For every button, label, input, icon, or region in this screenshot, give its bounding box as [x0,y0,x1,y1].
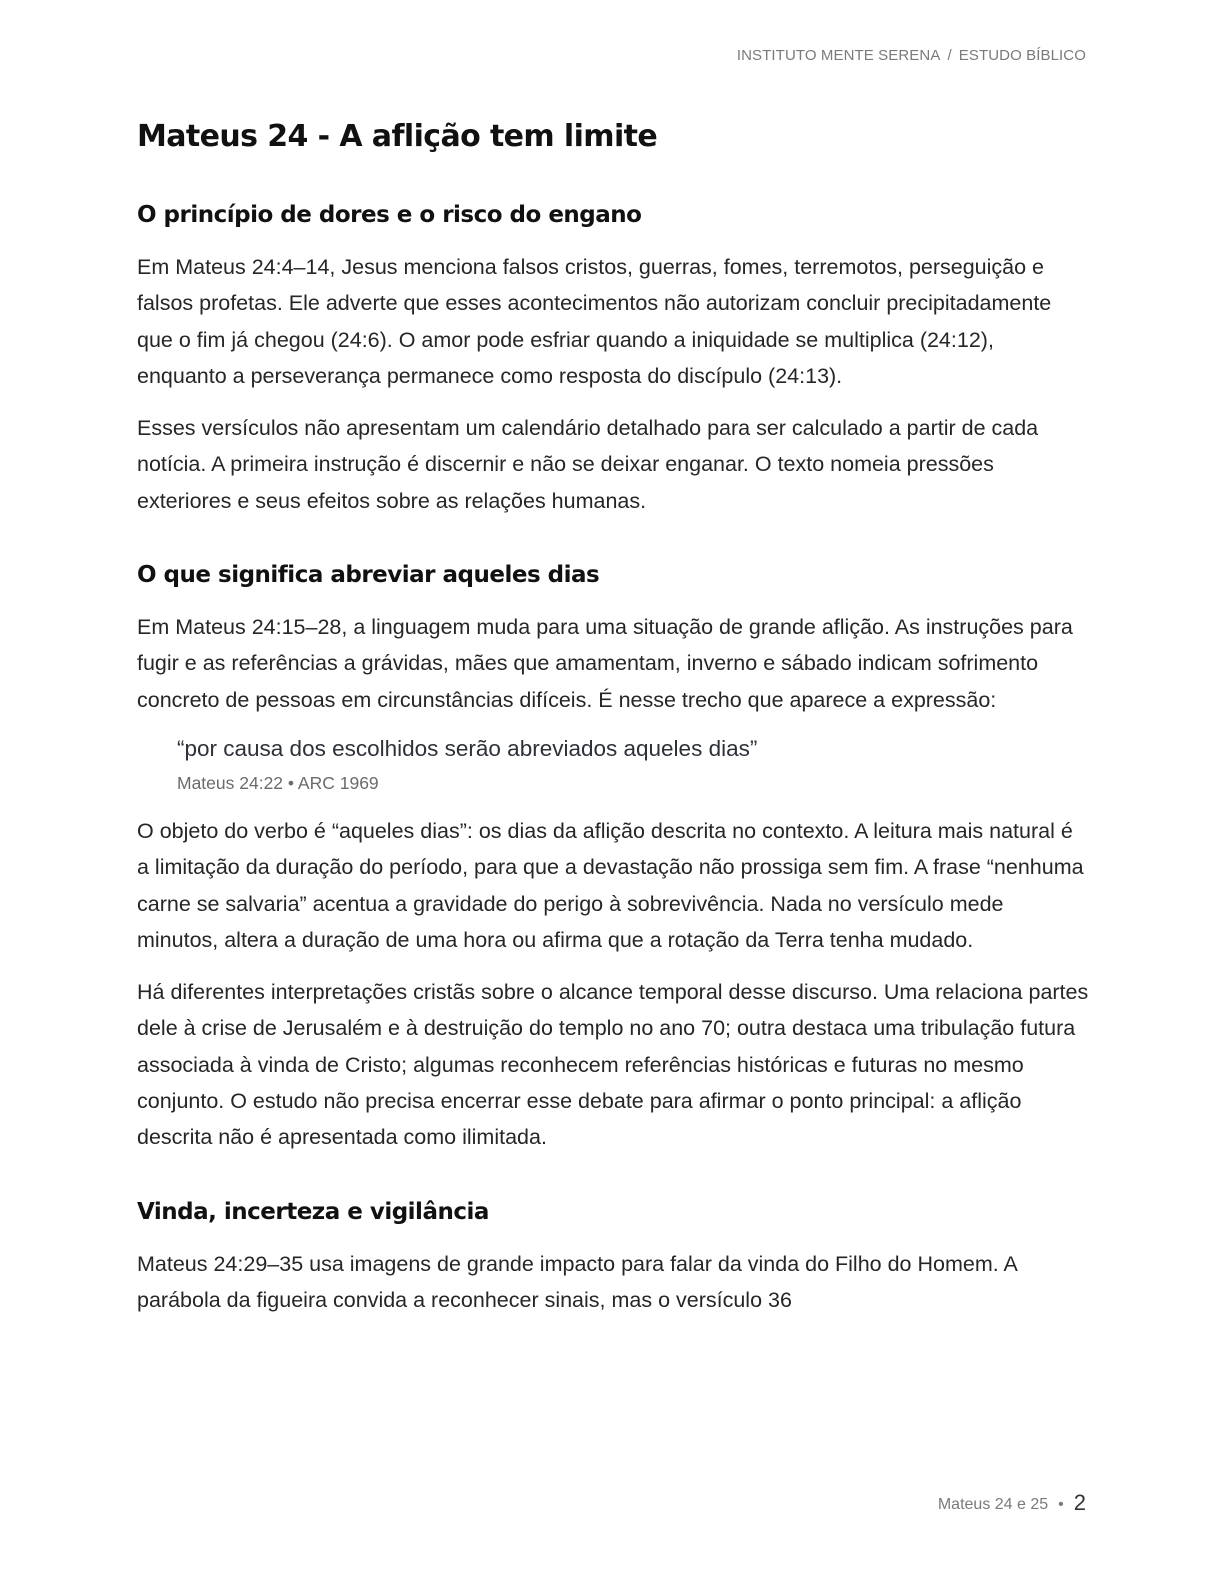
section-heading: O princípio de dores e o risco do engano [137,202,642,228]
quote-text: “por causa dos escolhidos serão abreviados aqueles dias” [177,735,758,761]
footer-doc-title: Mateus 24 e 25 [937,1496,1049,1513]
section-heading: O que significa abreviar aqueles dias [137,562,600,589]
quote-reference: Mateus 24:22 • ARC 1969 [177,772,379,793]
header-institution: INSTITUTO MENTE SERENA [736,47,941,64]
paragraph: Há diferentes interpretações cristãs sobre o alcance temporal desse discurso. Uma relaciona partes dele à crise de Jerusalém e à destruição do templo no ano 70; outra destaca uma tribulação futura associada à vinda de Cristo; algumas reconhecem referências históricas e futuras no mesmo conjunto. O estudo não precisa encerrar esse debate para afirmar o ponto principal: a aflição descrita não é apresentada como ilimitada. [137,980,1089,1150]
paragraph: Em Mateus 24:15–28, a linguagem muda para uma situação de grande aflição. As instruções para fugir e as referências a grávidas, mães que amamentam, inverno e sábado indicam sofrimento concreto de pessoas em circunstâncias difíceis. É nesse trecho que aparece a expressão: [137,615,1073,712]
document-body [137,114,1089,1334]
header-separator: / [947,47,952,64]
section-principio-de-dores [137,198,1089,519]
section-heading: Vinda, incerteza e vigilância [137,1198,489,1225]
scripture-quote [177,732,1089,796]
footer-bullet: • [1058,1496,1064,1513]
section-vinda-incerteza-vigilancia [137,1195,1089,1319]
page-footer [938,1488,1086,1520]
running-header [737,47,1086,64]
paragraph: Em Mateus 24:4–14, Jesus menciona falsos cristos, guerras, fomes, terremotos, perseguição e falsos profetas. Ele adverte que esses acontecimentos não autorizam concluir precipitadamente que o fim já chegou (24:6). O amor pode esfriar quando a iniquidade se multiplica (24:12), enquanto a perseverança permanece como resposta do discípulo (24:13). [137,255,1052,388]
paragraph: Esses versículos não apresentam um calendário detalhado para ser calculado a partir de cada notícia. A primeira instrução é discernir e não se deixar enganar. O texto nomeia pressões exteriores e seus efeitos sobre as relações humanas. [137,416,1039,513]
paragraph: Mateus 24:29–35 usa imagens de grande impacto para falar da vinda do Filho do Homem. A parábola da figueira convida a reconhecer sinais, mas o versículo 36 [137,1251,1017,1312]
page-number: 2 [1073,1490,1086,1515]
paragraph: O objeto do verbo é “aqueles dias”: os dias da aflição descrita no contexto. A leitura mais natural é a limitação da duração do período, para que a devastação não prossiga sem fim. A frase “nenhuma carne se salvaria” acentua a gravidade do perigo à sobrevivência. Nada no versículo mede minutos, altera a duração de uma hora ou afirma que a rotação da Terra tenha mudado. [137,818,1084,952]
section-abreviar-aqueles-dias [137,558,1089,1156]
page-title: Mateus 24 - A aflição tem limite [137,119,658,154]
header-section: ESTUDO BÍBLICO [958,47,1086,64]
